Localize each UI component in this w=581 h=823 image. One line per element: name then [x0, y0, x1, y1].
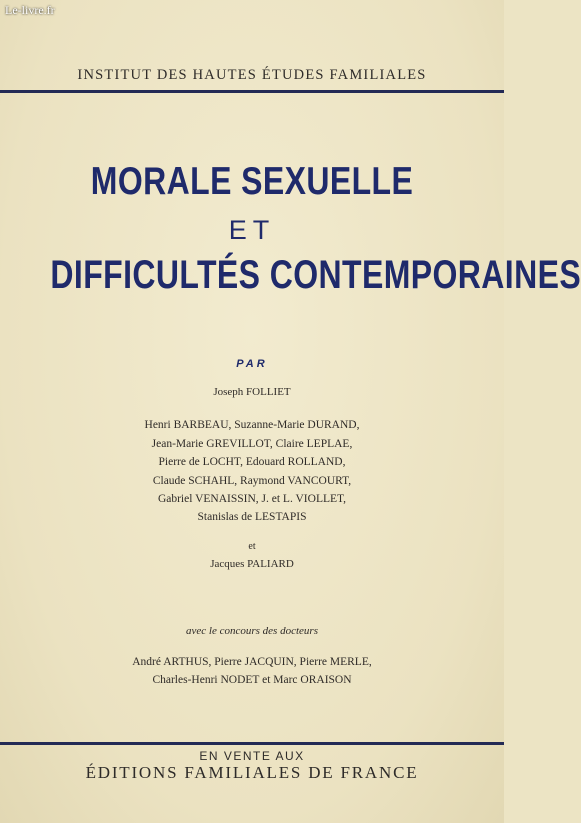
- top-rule: [0, 90, 504, 93]
- author-line: Claude SCHAHL, Raymond VANCOURT,: [152, 475, 352, 487]
- institute-header: INSTITUT DES HAUTES ÉTUDES FAMILIALES: [77, 67, 427, 83]
- bottom-rule: [0, 742, 504, 745]
- par-label: PAR: [236, 358, 268, 370]
- sale-label: EN VENTE AUX: [199, 749, 305, 763]
- author-line: Pierre de LOCHT, Edouard ROLLAND,: [158, 456, 346, 468]
- title-line-2: ET: [228, 215, 276, 245]
- title-line-3: DIFFICULTÉS CONTEMPORAINES: [50, 253, 581, 297]
- watermark: Le-livre.fr: [5, 3, 55, 17]
- publisher-name: ÉDITIONS FAMILIALES DE FRANCE: [85, 763, 419, 782]
- author-line: Jean-Marie GREVILLOT, Claire LEPLAE,: [151, 438, 353, 450]
- primary-author: Joseph FOLLIET: [213, 386, 291, 398]
- doctor-line: Charles-Henri NODET et Marc ORAISON: [152, 674, 352, 686]
- author-line: Henri BARBEAU, Suzanne-Marie DURAND,: [144, 419, 360, 431]
- secondary-author: Jacques PALIARD: [210, 558, 294, 570]
- doctors-intro: avec le concours des docteurs: [186, 625, 318, 637]
- et-label: et: [248, 541, 256, 552]
- title-line-1: MORALE SEXUELLE: [90, 160, 414, 203]
- author-line: Stanislas de LESTAPIS: [197, 511, 307, 523]
- author-line: Gabriel VENAISSIN, J. et L. VIOLLET,: [157, 493, 347, 505]
- doctor-line: André ARTHUS, Pierre JACQUIN, Pierre MERLE,: [132, 656, 372, 668]
